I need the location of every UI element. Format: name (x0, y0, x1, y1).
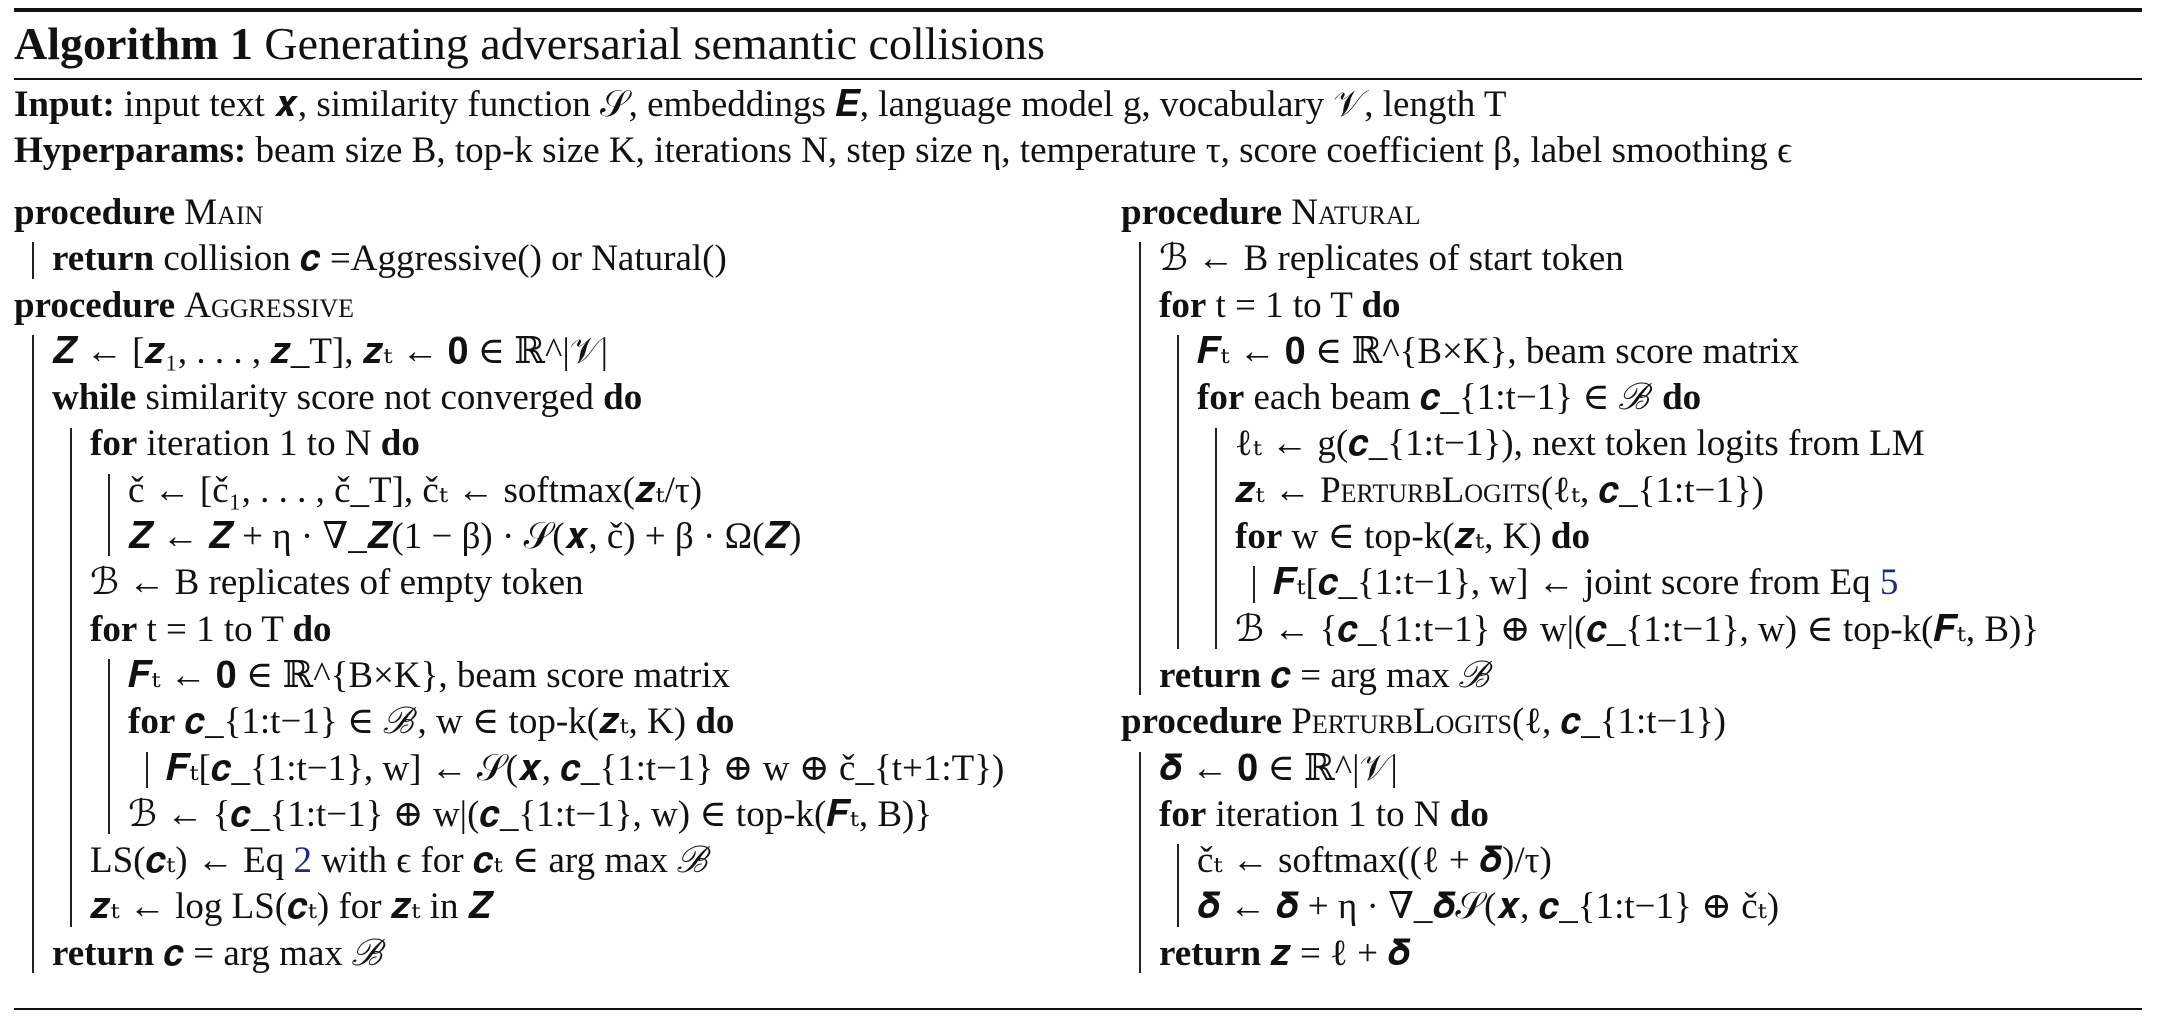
right_lines-post: (ℓ, 𝒄_{1:t−1}) (1512, 701, 1726, 743)
right_lines-rest: 𝑭ₜ[𝒄_{1:t−1}, w] ← joint score from Eq (1273, 562, 1880, 604)
right_lines-after: do (1361, 284, 1401, 326)
bottom-rule (14, 1008, 2142, 1010)
left_lines-rest: 𝒄 = arg max ℬ (154, 932, 387, 974)
left_lines-kw: procedure (14, 284, 176, 326)
right_lines-kw: procedure (1121, 701, 1283, 743)
left_lines-block-bar (108, 659, 110, 834)
left_lines-rest: collision 𝒄 =Aggressive() or Natural() (154, 238, 727, 280)
right_lines-line (1121, 792, 2151, 838)
right_lines-line (1121, 607, 2151, 653)
right_lines-line (1121, 190, 2151, 236)
right_lines-kw: for (1235, 516, 1283, 558)
right_lines-line (1121, 931, 2151, 977)
left_lines-after: do (292, 608, 332, 650)
left-column (14, 190, 1094, 977)
left_lines-rest: 𝒄_{1:t−1} ∈ ℬ, w ∈ top-k(𝒛ₜ, K) (175, 701, 696, 743)
left_lines-line (14, 514, 1094, 560)
left_lines-line (14, 190, 1094, 236)
right_lines-rest: w ∈ top-k(𝒛ₜ, K) (1282, 516, 1551, 558)
right_lines-rest: ℬ ← {𝒄_{1:t−1} ⊕ w|(𝒄_{1:t−1}, w) ∈ top-k(𝑭ₜ, B)} (1235, 608, 2040, 650)
right_lines-line (1121, 236, 2151, 282)
right_lines-rest: t = 1 to T (1206, 284, 1362, 326)
right_lines-after: do (1449, 793, 1489, 835)
left_lines-post: with ϵ for 𝒄ₜ ∈ arg max ℬ (311, 840, 712, 882)
right_lines-rest: čₜ ← softmax((ℓ + 𝜹)/τ) (1197, 840, 1552, 882)
input-line (14, 82, 1506, 128)
hyperparams-line (14, 128, 1792, 174)
right_lines-kw: for (1159, 793, 1207, 835)
left_lines-line (14, 421, 1094, 467)
input-label: Input: (14, 84, 115, 125)
left_lines-kw: for (90, 608, 138, 650)
algorithm-title (14, 14, 1045, 74)
right_lines-after: do (1662, 377, 1702, 419)
right_lines-line (1121, 468, 2151, 514)
algorithm-caption: Generating adversarial semantic collisions (264, 18, 1045, 69)
right_lines-after: do (1550, 516, 1590, 558)
left_lines-block-bar (108, 474, 110, 557)
left_lines-line (14, 236, 1094, 282)
right_lines-rest: ℬ ← B replicates of start token (1159, 238, 1624, 280)
right_lines-sc: PerturbLogits (1320, 469, 1541, 511)
right_lines-kw: for (1197, 377, 1245, 419)
right_lines-kw: for (1159, 284, 1207, 326)
left_lines-rest: 𝒁 ← 𝒁 + η · ∇_𝒁(1 − β) · 𝒮(𝒙, č) + β · Ω(𝒁) (128, 516, 802, 558)
right_lines-rest: ℓₜ ← g(𝒄_{1:t−1}), next token logits from LM (1235, 423, 1925, 465)
left_lines-kw: return (52, 932, 155, 974)
right_lines-line (1121, 560, 2151, 606)
left_lines-line (14, 283, 1094, 329)
right_lines-block-bar (1253, 566, 1255, 602)
left_lines-rest: t = 1 to T (137, 608, 293, 650)
right_lines-line (1121, 514, 2151, 560)
left_lines-rest: ℬ ← {𝒄_{1:t−1} ⊕ w|(𝒄_{1:t−1}, w) ∈ top-k(𝑭ₜ, B)} (128, 793, 933, 835)
left_lines-rest: ℬ ← B replicates of empty token (90, 562, 584, 604)
right_lines-line (1121, 283, 2151, 329)
right_lines-line (1121, 421, 2151, 467)
top-rule (14, 8, 2142, 12)
right_lines-line (1121, 699, 2151, 745)
algorithm-label: Algorithm 1 (14, 18, 253, 69)
left_lines-block-bar (146, 752, 148, 788)
left_lines-kw: return (52, 238, 155, 280)
right_lines-block-bar (1177, 335, 1179, 649)
left_lines-rest: iteration 1 to N (137, 423, 381, 465)
left_lines-line (14, 607, 1094, 653)
left_lines-line (14, 792, 1094, 838)
left_lines-line (14, 653, 1094, 699)
right_lines-rest: 𝒛 = ℓ + 𝜹 (1261, 932, 1411, 974)
left_lines-line (14, 375, 1094, 421)
right_lines-kw: return (1159, 654, 1262, 696)
left_lines-kw: while (52, 377, 137, 419)
right_lines-rest: iteration 1 to N (1206, 793, 1450, 835)
right_lines-post: (ℓₜ, 𝒄_{1:t−1}) (1540, 469, 1764, 511)
left_lines-after: do (695, 701, 735, 743)
left_lines-line (14, 468, 1094, 514)
right_lines-line (1121, 884, 2151, 930)
left_lines-line (14, 838, 1094, 884)
right_lines-line (1121, 329, 2151, 375)
left_lines-kw: procedure (14, 192, 176, 233)
right_lines-sc: Natural (1291, 192, 1421, 233)
left_lines-rest (175, 192, 184, 233)
right_lines-kw: procedure (1121, 192, 1283, 233)
left_lines-line (14, 746, 1094, 792)
left_lines-after: do (603, 377, 643, 419)
right_lines-line (1121, 653, 2151, 699)
left_lines-line (14, 931, 1094, 977)
right_lines-rest: 𝒛ₜ ← (1235, 469, 1321, 511)
left_lines-line (14, 329, 1094, 375)
right_lines-line (1121, 375, 2151, 421)
left_lines-rest: 𝑭ₜ ← 𝟎 ∈ ℝ^{B×K}, beam score matrix (128, 654, 731, 696)
right_lines-rest: 𝒄 = arg max ℬ (1261, 654, 1494, 696)
right_lines-line (1121, 746, 2151, 792)
right-column (1121, 190, 2151, 977)
left_lines-rest: 𝑭ₜ[𝒄_{1:t−1}, w] ← 𝒮(𝒙, 𝒄_{1:t−1} ⊕ w ⊕ č_{t+1:T}) (166, 747, 1005, 789)
right_lines-block-bar (1177, 844, 1179, 927)
left_lines-link[interactable]: 2 (293, 840, 312, 882)
hyperparams-text: beam size B, top-k size K, iterations N, step size η, temperature τ, score coefficient β, label smoothing ϵ (255, 130, 1793, 171)
left_lines-line (14, 560, 1094, 606)
right_lines-block-bar (1139, 242, 1141, 695)
right_lines-line (1121, 838, 2151, 884)
right_lines-link[interactable]: 5 (1879, 562, 1899, 604)
left_lines-rest: LS(𝒄ₜ) ← Eq (90, 840, 294, 882)
right_lines-sc: PerturbLogits (1291, 701, 1513, 743)
title-rule (14, 78, 2142, 80)
right_lines-kw: return (1159, 932, 1262, 974)
left_lines-block-bar (70, 428, 72, 927)
left_lines-rest: similarity score not converged (136, 377, 604, 419)
left_lines-line (14, 699, 1094, 745)
left_lines-kw: for (128, 701, 176, 743)
left_lines-line (14, 884, 1094, 930)
right_lines-block-bar (1139, 752, 1141, 974)
left_lines-rest (175, 285, 184, 326)
input-text: input text 𝒙, similarity function 𝒮, embeddings 𝑬, language model g, vocabulary 𝒱, length T (124, 84, 1507, 125)
right_lines-block-bar (1215, 428, 1217, 650)
left_lines-after: do (380, 423, 420, 465)
right_lines-rest (1282, 701, 1291, 742)
left_lines-sc: Aggressive (184, 284, 354, 326)
left_lines-rest: č ← [č₁, . . . , č_T], čₜ ← softmax(𝒛ₜ/τ) (128, 469, 703, 511)
left_lines-block-bar (32, 242, 34, 278)
left_lines-kw: for (90, 423, 138, 465)
left_lines-block-bar (32, 335, 34, 973)
left_lines-rest: 𝒛ₜ ← log LS(𝒄ₜ) for 𝒛ₜ in 𝒁 (90, 886, 493, 928)
right_lines-rest: 𝜹 ← 𝟎 ∈ ℝ^|𝒱| (1159, 747, 1398, 789)
right_lines-rest: 𝜹 ← 𝜹 + η · ∇_𝜹𝒮(𝒙, 𝒄_{1:t−1} ⊕ čₜ) (1197, 886, 1780, 928)
right_lines-rest: each beam 𝒄_{1:t−1} ∈ ℬ (1244, 377, 1663, 419)
left_lines-rest: 𝒁 ← [𝒛₁, . . . , 𝒛_T], 𝒛ₜ ← 𝟎 ∈ ℝ^|𝒱| (52, 330, 609, 372)
hyperparams-label: Hyperparams: (14, 130, 247, 171)
right_lines-rest: 𝑭ₜ ← 𝟎 ∈ ℝ^{B×K}, beam score matrix (1197, 330, 1800, 372)
right_lines-rest (1282, 192, 1291, 233)
left_lines-sc: Main (184, 192, 264, 233)
